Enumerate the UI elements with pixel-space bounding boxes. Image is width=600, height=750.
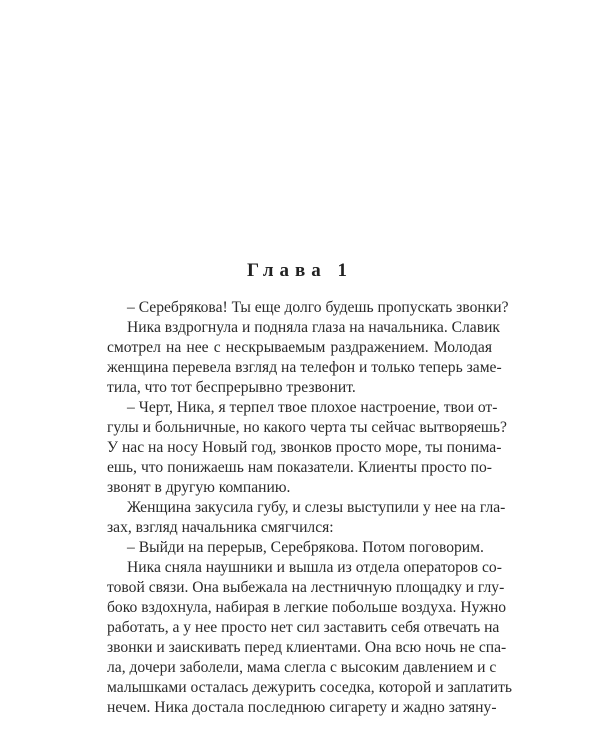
text-line: звонят в другую компанию. bbox=[107, 479, 291, 496]
text-line: боко вздохнула, набирая в легкие побольше воздуха. Нужно bbox=[107, 599, 507, 616]
text-line: Женщина закусила губу, и слезы выступили у нее на гла- bbox=[127, 499, 506, 516]
text-line: смотрел на нее с нескрываемым раздражением. Молодая bbox=[107, 339, 492, 356]
chapter-body-text bbox=[107, 298, 513, 718]
text-line: звонки и заискивать перед клиентами. Она всю ночь не спа- bbox=[107, 639, 507, 656]
text-line: зах, взгляд начальника смягчился: bbox=[107, 519, 334, 536]
text-line: – Выйди на перерыв, Серебрякова. Потом поговорим. bbox=[127, 539, 484, 556]
text-line: – Серебрякова! Ты еще долго будешь пропускать звонки? bbox=[127, 299, 509, 316]
text-line: ла, дочери заболели, мама слегла с высоким давлением и с bbox=[107, 659, 497, 676]
text-line: Ника вздрогнула и подняла глаза на начальника. Славик bbox=[127, 319, 501, 336]
text-line: ешь, что понижаешь нам показатели. Клиенты просто по- bbox=[107, 459, 492, 476]
text-line: У нас на носу Новый год, звонков просто море, ты понима- bbox=[107, 439, 502, 456]
text-line: малышками осталась дежурить соседка, которой и заплатить bbox=[107, 679, 513, 696]
text-line: Ника сняла наушники и вышла из отдела операторов со- bbox=[127, 559, 502, 576]
text-line: работать, а у нее просто нет сил заставить себя отвечать на bbox=[107, 619, 500, 636]
text-line: тила, что тот беспрерывно трезвонит. bbox=[107, 379, 356, 396]
text-line: товой связи. Она выбежала на лестничную площадку и глу- bbox=[107, 579, 505, 596]
chapter-title: Глава 1 bbox=[246, 260, 354, 281]
text-line: нечем. Ника достала последнюю сигарету и жадно затяну- bbox=[107, 699, 497, 716]
text-line: – Черт, Ника, я терпел твое плохое настроение, твои от- bbox=[127, 399, 498, 416]
text-line: женщина перевела взгляд на телефон и только теперь заме- bbox=[107, 359, 502, 376]
text-line: гулы и больничные, но какого черта ты сейчас вытворяешь? bbox=[107, 419, 507, 436]
